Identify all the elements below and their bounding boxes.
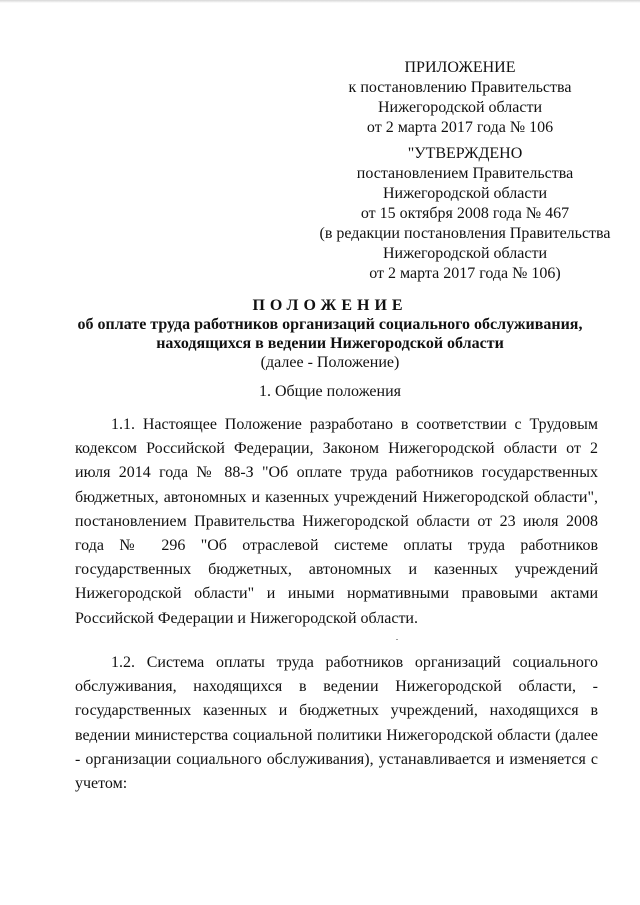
document-title [60,296,600,372]
approved-line: постановлением Правительства [356,165,574,182]
approval-stamp [300,144,630,284]
appendix-line: к постановлению Правительства [348,79,572,96]
approved-line: от 2 марта 2017 года № 106) [369,265,561,282]
approved-line: Нижегородской области [382,185,547,202]
title-note: (далее - Положение) [260,354,400,371]
title-subtitle: находящихся в ведении Нижегородской области [156,335,504,352]
approved-line: Нижегородской области [382,245,547,262]
scan-edge [0,0,640,3]
title-heading: ПОЛОЖЕНИЕ [252,297,408,314]
title-subtitle: об оплате труда работников организаций социального обслуживания, [77,316,583,333]
appendix-line: от 2 марта 2017 года № 106 [366,119,554,136]
approved-line: (в редакции постановления Правительства [319,225,611,242]
appendix-title: ПРИЛОЖЕНИЕ [404,59,516,76]
approved-line: от 15 октября 2008 года № 467 [360,205,570,222]
paragraph-1-1: 1.1. Настоящее Положение разработано в соответствии с Трудовым кодексом Российской Федерации, Законом Нижегородской области от 2 июля 2014 года № 88-З "Об оплате труда работников государственных бюджетных, автономных и казенных учреждений Нижегородской области", постановлением Правительства Нижегородской области от 23 июля 2008 года № 296 "Об отраслевой системе оплаты труда работников государственных бюджетных, автономных и казенных учреждений Нижегородской области" и иными нормативными правовыми актами Российской Федерации и Нижегородской области. [75,416,598,627]
appendix-header [340,58,580,138]
approved-title: "УТВЕРЖДЕНО [407,145,523,162]
section-heading: 1. Общие положения [258,383,402,400]
scan-speck [396,639,398,640]
appendix-line: Нижегородской области [377,99,542,116]
paragraph-1-2: 1.2. Система оплаты труда работников организаций социального обслуживания, находящихся в ведении Нижегородской области, - государственных казенных и бюджетных учреждений, находящихся в ведении министерства социальной политики Нижегородской области (далее - организации социального обслуживания), устанавливается и изменяется с учетом: [75,654,598,793]
